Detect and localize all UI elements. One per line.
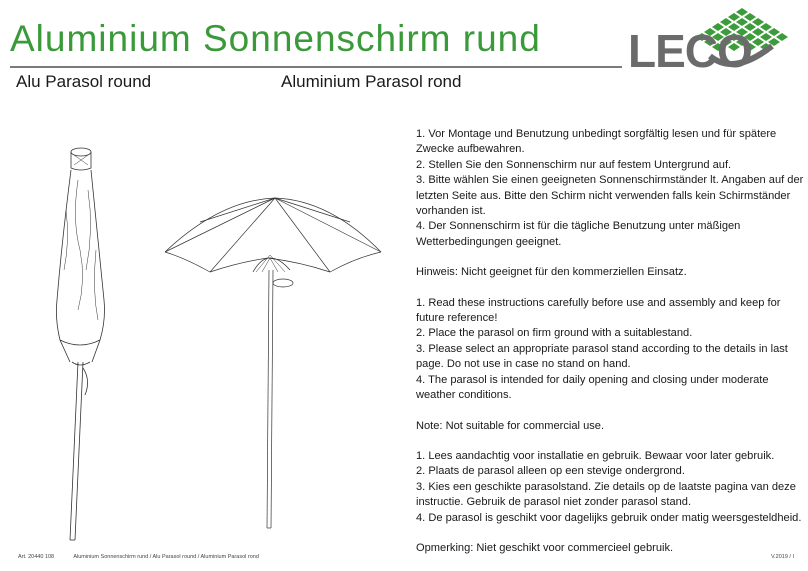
instruction-nl-2: 2. Plaats de parasol alleen op een stevige ondergrond. <box>416 465 685 478</box>
note-en: Note: Not suitable for commercial use. <box>416 419 605 432</box>
instruction-nl-1: 1. Lees aandachtig voor installatie en gebruik. Bewaar voor later gebruik. <box>416 449 775 462</box>
footer-version: V.2019 / I <box>770 554 794 560</box>
subtitle-french: Aluminium Parasol rond <box>281 72 462 91</box>
footer-product: Aluminium Sonnenschirm rund / Alu Parasol round / Aluminium Parasol rond <box>73 554 259 560</box>
instruction-en-1: 1. Read these instructions carefully before use and assembly and keep for future reference! <box>416 296 781 325</box>
instruction-nl-3: 3. Kies een geschikte parasolstand. Zie details op de laatste pagina van deze instructie. Gebruik de parasol niet zonder parasol stand. <box>416 480 796 509</box>
instruction-en-3: 3. Please select an appropriate parasol stand according to the details in last page. Do not use in case no stand on hand. <box>416 342 788 371</box>
instructions-text <box>416 127 806 556</box>
footer-article: Art. 20440 108 <box>18 554 55 560</box>
instruction-en-4: 4. The parasol is intended for daily opening and closing under moderate weather conditions. <box>416 373 769 402</box>
instruction-de-3: 3. Bitte wählen Sie einen geeigneten Sonnenschirmständer lt. Angaben auf der letzten Seite aus. Bitte den Schirm nicht verwenden falls kein Schirmständer vorhanden ist. <box>416 174 804 218</box>
closed-parasol-illustration <box>56 148 104 540</box>
note-nl: Opmerking: Niet geschikt voor commercieel gebruik. <box>416 541 674 554</box>
subtitle-english: Alu Parasol round <box>16 72 152 91</box>
footer-left <box>18 554 277 560</box>
instruction-de-1: 1. Vor Montage und Benutzung unbedingt sorgfältig lesen und für spätere Zwecke aufbewahren. <box>416 128 777 156</box>
instruction-en-2: 2. Place the parasol on firm ground with a suitablestand. <box>416 327 693 340</box>
logo-text: LECO <box>628 25 752 77</box>
note-de: Hinweis: Nicht geeignet für den kommerziellen Einsatz. <box>416 266 687 279</box>
instruction-de-4: 4. Der Sonnenschirm ist für die tägliche Benutzung unter mäßigen Wetterbedingungen geeignet. <box>416 220 741 248</box>
instruction-nl-4: 4. De parasol is geschikt voor dagelijks gebruik onder matig weersgesteldheid. <box>416 511 802 524</box>
instruction-de-2: 2. Stellen Sie den Sonnenschirm nur auf festem Untergrund auf. <box>416 158 732 171</box>
open-parasol-illustration <box>165 198 381 528</box>
page-title: Aluminium Sonnenschirm rund <box>10 18 541 59</box>
